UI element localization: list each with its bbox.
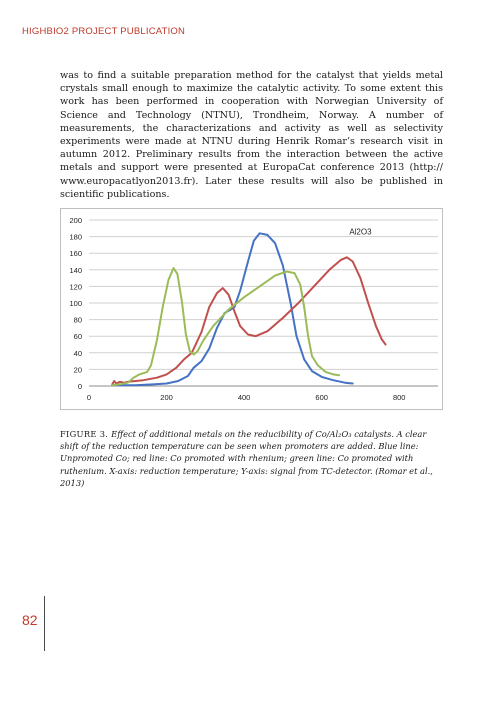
y-tick-label: 160 (69, 249, 82, 259)
y-tick-label: 140 (69, 265, 82, 275)
y-tick-label: 60 (73, 332, 82, 342)
tpr-chart (60, 208, 443, 410)
running-header: HIGHBIO2 PROJECT PUBLICATION (22, 26, 186, 37)
x-tick-label: 600 (315, 393, 328, 402)
y-tick-label: 200 (69, 216, 82, 225)
x-tick-label: 0 (86, 393, 92, 402)
page-number: 82 (22, 612, 38, 628)
figure-caption-label: FIGURE 3. (60, 429, 112, 439)
y-tick-label: 40 (73, 348, 82, 358)
y-tick-label: 100 (69, 299, 82, 308)
y-tick-label: 80 (73, 315, 82, 325)
x-tick-label: 400 (237, 393, 251, 402)
x-tick-label: 800 (392, 393, 406, 402)
page-number-rule (44, 596, 45, 651)
body-paragraph: was to find a suitable preparation method for the catalyst that yields metal crystals small enough to maximize the catalytic activity. To some extent this work has been performed in cooperation with Norwegian University of Science and Technology (NTNU), Trondheim, Norway. A number of measurements, the characterizations and activity as well as selectivity experiments were made at NTNU during Henrik Romar’s research visit in autumn 2012. Preliminary results from the interaction between the active metals and support were presented at EuropaCat conference 2013 (http:// www.europacatlyon2013.fr). Later these results will also be published in scientific publications. (60, 70, 443, 200)
y-tick-label: 0 (77, 382, 82, 391)
tpr-chart-svg (61, 209, 444, 411)
series-line (112, 268, 339, 385)
x-tick-label: 200 (160, 393, 173, 402)
series-line (112, 257, 385, 384)
y-tick-label: 120 (69, 282, 82, 292)
y-tick-label: 20 (73, 365, 82, 375)
y-tick-label: 180 (69, 232, 82, 242)
chart-annotation: Al2O3 (349, 227, 372, 237)
figure-caption (60, 428, 443, 489)
figure-caption-text: Effect of additional metals on the reducibility of Co/Al₂O₃ catalysts. A clear shift of the reduction temperature can be seen when promoters are added. Blue line: Unpromoted Co; red line: Co promoted with rhenium; green line: Co promoted with ruthenium. X-axis: reduction temperature; Y-axis: signal from TC-detector. (Romar et al., 2013) (60, 429, 433, 488)
